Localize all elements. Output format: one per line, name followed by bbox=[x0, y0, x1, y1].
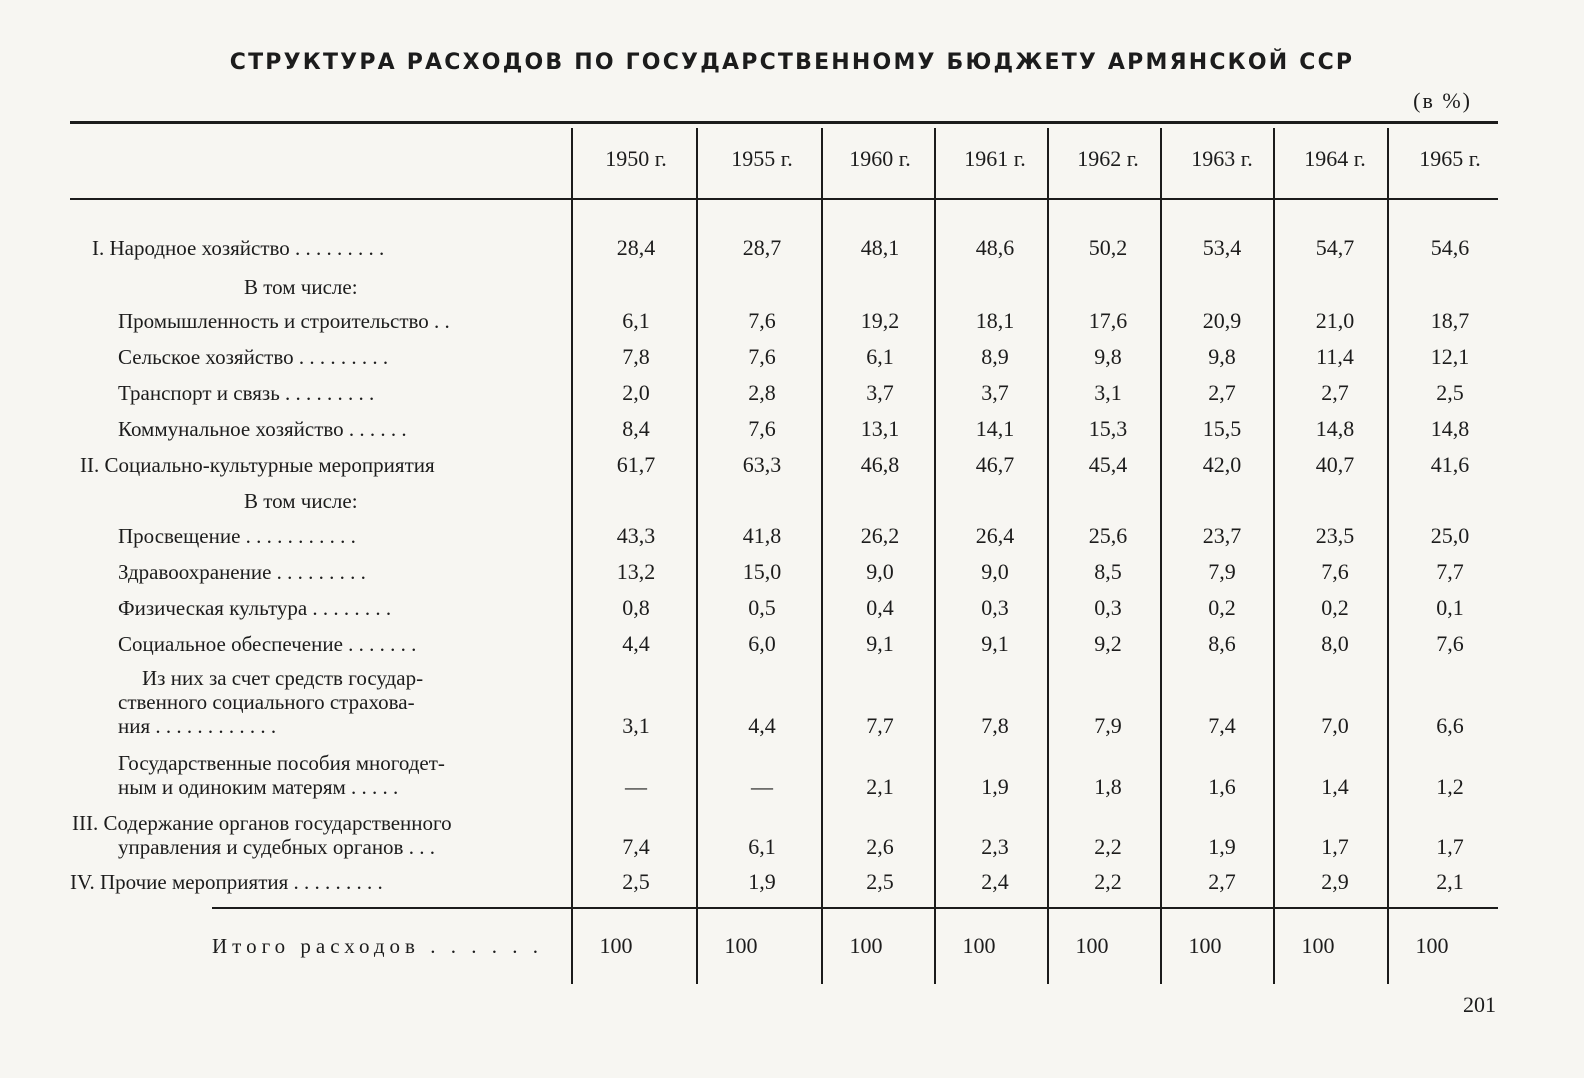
row-label: Государственные пособия многодет- bbox=[118, 751, 445, 775]
year-header: 1950 г. bbox=[605, 146, 667, 171]
row-label: III. Содержание органов государственного bbox=[72, 811, 452, 835]
table-cell: 7,4 bbox=[622, 834, 650, 859]
table-cell: 1,7 bbox=[1436, 834, 1464, 859]
table-cell: 7,6 bbox=[748, 308, 776, 333]
table-cell: 9,1 bbox=[866, 631, 894, 656]
table-cell: 7,0 bbox=[1321, 713, 1349, 738]
table-cell: 2,4 bbox=[981, 869, 1009, 894]
table-cell: 8,5 bbox=[1094, 559, 1122, 584]
row-label: II. Социально-культурные мероприятия bbox=[80, 453, 435, 477]
table-cell: 4,4 bbox=[622, 631, 650, 656]
table-cell: 1,9 bbox=[1208, 834, 1236, 859]
table-cell: 25,6 bbox=[1088, 523, 1128, 548]
year-header: 1964 г. bbox=[1304, 146, 1366, 171]
row-label: Транспорт и связь . . . . . . . . . bbox=[118, 381, 375, 405]
table-cell: 43,3 bbox=[616, 523, 656, 548]
year-header: 1962 г. bbox=[1077, 146, 1139, 171]
table-cell: 8,6 bbox=[1208, 631, 1236, 656]
table-cell: 6,1 bbox=[622, 308, 650, 333]
header-rule bbox=[70, 198, 1498, 200]
table-cell: 0,4 bbox=[866, 595, 894, 620]
year-header: 1955 г. bbox=[731, 146, 793, 171]
year-header: 1961 г. bbox=[964, 146, 1026, 171]
table-cell: 7,9 bbox=[1208, 559, 1236, 584]
table-cell: 3,7 bbox=[981, 380, 1009, 405]
table-cell: 7,6 bbox=[1321, 559, 1349, 584]
row-label: Социальное обеспечение . . . . . . . bbox=[118, 632, 417, 656]
table-cell: 2,6 bbox=[866, 834, 894, 859]
table-cell: 2,7 bbox=[1208, 869, 1236, 894]
table-cell: 9,8 bbox=[1094, 344, 1122, 369]
unit-note: (в %) bbox=[1413, 88, 1472, 113]
row-label: I. Народное хозяйство . . . . . . . . . bbox=[92, 236, 385, 260]
row-label: ственного социального страхова- bbox=[118, 690, 415, 714]
row-label: В том числе: bbox=[244, 275, 358, 299]
table-cell: 2,3 bbox=[981, 834, 1009, 859]
table-cell: 2,7 bbox=[1208, 380, 1236, 405]
total-cell: 100 bbox=[1415, 933, 1449, 958]
table-cell: 46,7 bbox=[975, 452, 1015, 477]
table-cell: 14,1 bbox=[975, 416, 1015, 441]
table-cell: 12,1 bbox=[1430, 344, 1470, 369]
table-cell: 7,8 bbox=[622, 344, 650, 369]
total-cell: 100 bbox=[724, 933, 758, 958]
page-number: 201 bbox=[1463, 992, 1496, 1017]
year-header: 1960 г. bbox=[849, 146, 911, 171]
total-cell: 100 bbox=[962, 933, 996, 958]
row-label: Физическая культура . . . . . . . . bbox=[118, 596, 392, 620]
total-cell: 100 bbox=[849, 933, 883, 958]
table-cell: 9,0 bbox=[866, 559, 894, 584]
table-cell: 9,0 bbox=[981, 559, 1009, 584]
table-cell: 0,2 bbox=[1321, 595, 1349, 620]
table-cell: 0,3 bbox=[981, 595, 1009, 620]
table-cell: 41,6 bbox=[1430, 452, 1470, 477]
table-cell: 3,1 bbox=[622, 713, 650, 738]
table-cell: 13,2 bbox=[616, 559, 656, 584]
column-divider bbox=[821, 128, 823, 984]
table-cell: 54,7 bbox=[1315, 235, 1355, 260]
table-cell: 28,4 bbox=[616, 235, 656, 260]
page-title: СТРУКТУРА РАСХОДОВ ПО ГОСУДАРСТВЕННОМУ БЮДЖЕТУ АРМЯНСКОЙ ССР bbox=[229, 50, 1355, 75]
row-label: Коммунальное хозяйство . . . . . . bbox=[118, 417, 407, 441]
row-label: Промышленность и строительство . . bbox=[118, 309, 450, 333]
table-cell: 25,0 bbox=[1430, 523, 1470, 548]
table-cell: 3,1 bbox=[1094, 380, 1122, 405]
table-cell: 20,9 bbox=[1202, 308, 1242, 333]
table-cell: — bbox=[625, 774, 647, 799]
table-cell: 7,6 bbox=[748, 344, 776, 369]
row-label: Сельское хозяйство . . . . . . . . . bbox=[118, 345, 389, 369]
row-label: ния . . . . . . . . . . . . bbox=[118, 714, 277, 738]
table-cell: 2,2 bbox=[1094, 869, 1122, 894]
table-cell: 9,1 bbox=[981, 631, 1009, 656]
table-cell: 23,7 bbox=[1202, 523, 1242, 548]
table-cell: 2,5 bbox=[1436, 380, 1464, 405]
table-cell: 0,8 bbox=[622, 595, 650, 620]
table-cell: 1,7 bbox=[1321, 834, 1349, 859]
table-cell: 19,2 bbox=[860, 308, 900, 333]
table-cell: 28,7 bbox=[742, 235, 782, 260]
total-cell: 100 bbox=[1301, 933, 1335, 958]
table-cell: 0,5 bbox=[748, 595, 776, 620]
row-label: Из них за счет средств государ- bbox=[142, 666, 424, 690]
table-cell: 8,0 bbox=[1321, 631, 1349, 656]
table-cell: 7,4 bbox=[1208, 713, 1236, 738]
row-label: Здравоохранение . . . . . . . . . bbox=[118, 560, 366, 584]
table-cell: 8,4 bbox=[622, 416, 650, 441]
table-cell: 2,0 bbox=[622, 380, 650, 405]
row-label: управления и судебных органов . . . bbox=[118, 835, 435, 859]
table-cell: 54,6 bbox=[1430, 235, 1470, 260]
top-rule bbox=[70, 121, 1498, 124]
table-cell: 40,7 bbox=[1315, 452, 1355, 477]
year-header: 1965 г. bbox=[1419, 146, 1481, 171]
table-cell: 7,8 bbox=[981, 713, 1009, 738]
table-cell: 4,4 bbox=[748, 713, 776, 738]
total-label: Итого расходов . . . . . . bbox=[212, 934, 543, 958]
column-divider bbox=[696, 128, 698, 984]
table-cell: 0,3 bbox=[1094, 595, 1122, 620]
total-rule bbox=[212, 907, 1498, 909]
table-cell: 15,3 bbox=[1088, 416, 1128, 441]
table-cell: 8,9 bbox=[981, 344, 1009, 369]
table-cell: 7,6 bbox=[748, 416, 776, 441]
table-cell: 9,8 bbox=[1208, 344, 1236, 369]
table-cell: 15,0 bbox=[742, 559, 782, 584]
table-cell: 61,7 bbox=[616, 452, 656, 477]
table-cell: 17,6 bbox=[1088, 308, 1128, 333]
row-label: Просвещение . . . . . . . . . . . bbox=[118, 524, 356, 548]
table-cell: 63,3 bbox=[742, 452, 782, 477]
table-cell: 53,4 bbox=[1202, 235, 1242, 260]
table-cell: 14,8 bbox=[1315, 416, 1355, 441]
table-cell: 2,7 bbox=[1321, 380, 1349, 405]
table-cell: 0,2 bbox=[1208, 595, 1236, 620]
table-cell: 11,4 bbox=[1316, 344, 1354, 369]
table-cell: 50,2 bbox=[1088, 235, 1128, 260]
table-cell: 1,4 bbox=[1321, 774, 1349, 799]
table-cell: 15,5 bbox=[1202, 416, 1242, 441]
table-cell: 42,0 bbox=[1202, 452, 1242, 477]
table-cell: 7,7 bbox=[866, 713, 894, 738]
table-cell: 1,8 bbox=[1094, 774, 1122, 799]
table-cell: 2,2 bbox=[1094, 834, 1122, 859]
table-cell: 2,1 bbox=[1436, 869, 1464, 894]
table-cell: 23,5 bbox=[1315, 523, 1355, 548]
table-cell: 48,1 bbox=[860, 235, 900, 260]
row-label: ным и одиноким матерям . . . . . bbox=[118, 775, 399, 799]
table-cell: 9,2 bbox=[1094, 631, 1122, 656]
year-header: 1963 г. bbox=[1191, 146, 1253, 171]
table-cell: 13,1 bbox=[860, 416, 900, 441]
table-cell: 2,9 bbox=[1321, 869, 1349, 894]
table-cell: 26,2 bbox=[860, 523, 900, 548]
row-label: В том числе: bbox=[244, 489, 358, 513]
table-cell: 3,7 bbox=[866, 380, 894, 405]
table-cell: 7,7 bbox=[1436, 559, 1464, 584]
table-cell: 1,6 bbox=[1208, 774, 1236, 799]
table-cell: 18,1 bbox=[975, 308, 1015, 333]
table-cell: 46,8 bbox=[860, 452, 900, 477]
table-cell: 18,7 bbox=[1430, 308, 1470, 333]
table-cell: 2,8 bbox=[748, 380, 776, 405]
total-cell: 100 bbox=[1188, 933, 1222, 958]
table-cell: 14,8 bbox=[1430, 416, 1470, 441]
row-label: IV. Прочие мероприятия . . . . . . . . . bbox=[70, 870, 383, 894]
table-cell: 1,9 bbox=[981, 774, 1009, 799]
table-cell: 6,6 bbox=[1436, 713, 1464, 738]
table-cell: 6,0 bbox=[748, 631, 776, 656]
total-cell: 100 bbox=[599, 933, 633, 958]
table-cell: 7,6 bbox=[1436, 631, 1464, 656]
table-cell: — bbox=[751, 774, 773, 799]
table-cell: 45,4 bbox=[1088, 452, 1128, 477]
table-cell: 6,1 bbox=[866, 344, 894, 369]
table-cell: 26,4 bbox=[975, 523, 1015, 548]
table-cell: 2,1 bbox=[866, 774, 894, 799]
table-cell: 6,1 bbox=[748, 834, 776, 859]
column-divider bbox=[571, 128, 573, 984]
table-cell: 41,8 bbox=[742, 523, 782, 548]
table-cell: 21,0 bbox=[1315, 308, 1355, 333]
table-cell: 2,5 bbox=[866, 869, 894, 894]
total-cell: 100 bbox=[1075, 933, 1109, 958]
table-cell: 48,6 bbox=[975, 235, 1015, 260]
table-cell: 0,1 bbox=[1436, 595, 1464, 620]
table-cell: 1,2 bbox=[1436, 774, 1464, 799]
table-cell: 2,5 bbox=[622, 869, 650, 894]
table-cell: 1,9 bbox=[748, 869, 776, 894]
table-cell: 7,9 bbox=[1094, 713, 1122, 738]
